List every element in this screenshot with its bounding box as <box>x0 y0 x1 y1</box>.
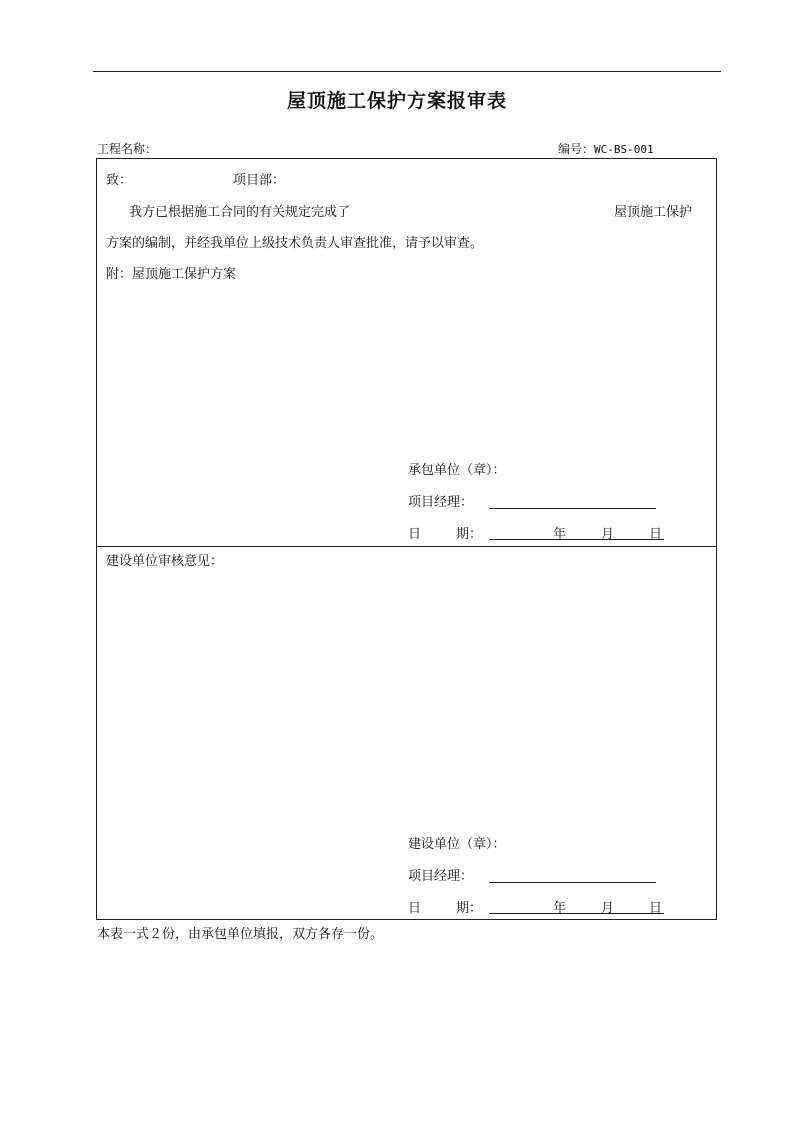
document-number-value: WC-BS-001 <box>594 143 654 156</box>
header-rule <box>93 71 721 72</box>
contractor-manager-label: 项目经理： <box>408 495 474 510</box>
owner-date-line[interactable] <box>489 913 664 914</box>
document-number-label: 编号： <box>558 142 595 156</box>
owner-date-year: 年 <box>553 901 567 916</box>
submission-text-line1-tail: 屋顶施工保护 <box>614 205 693 220</box>
form-title: 屋顶施工保护方案报审表 <box>286 90 507 112</box>
project-name-label: 工程名称： <box>97 142 158 156</box>
owner-date-month: 月 <box>601 901 615 916</box>
owner-date-label-day: 日 <box>408 901 422 916</box>
contractor-date-month: 月 <box>601 527 615 542</box>
contractor-manager-signature-line[interactable] <box>489 508 656 509</box>
footnote: 本表一式２份，由承包单位填报，双方各存一份。 <box>97 927 384 942</box>
document-number <box>558 140 654 157</box>
owner-manager-signature-line[interactable] <box>489 882 656 883</box>
review-form-table <box>96 158 717 920</box>
submission-text-line2: 方案的编制，并经我单位上级技术负责人审查批准，请予以审查。 <box>106 236 484 251</box>
contractor-date-year: 年 <box>553 527 567 542</box>
contractor-date-label-day: 日 <box>408 527 422 542</box>
attachment-line: 附：屋顶施工保护方案 <box>106 267 237 282</box>
owner-manager-label: 项目经理： <box>408 869 474 884</box>
owner-seal-label: 建设单位（章）： <box>408 837 506 852</box>
owner-date-day: 日 <box>649 901 663 916</box>
project-dept-label: 项目部： <box>233 173 286 188</box>
contractor-date-label-period: 期： <box>456 527 483 542</box>
owner-date-label-period: 期： <box>456 901 483 916</box>
contractor-date-line[interactable] <box>489 539 664 540</box>
submission-text-line1: 我方已根据施工合同的有关规定完成了 <box>129 205 351 220</box>
contractor-date-day: 日 <box>649 527 663 542</box>
owner-opinion-label: 建设单位审核意见： <box>106 554 224 569</box>
section-divider <box>97 546 716 547</box>
contractor-seal-label: 承包单位（章）： <box>408 463 506 478</box>
addressee-label: 致： <box>106 173 133 188</box>
